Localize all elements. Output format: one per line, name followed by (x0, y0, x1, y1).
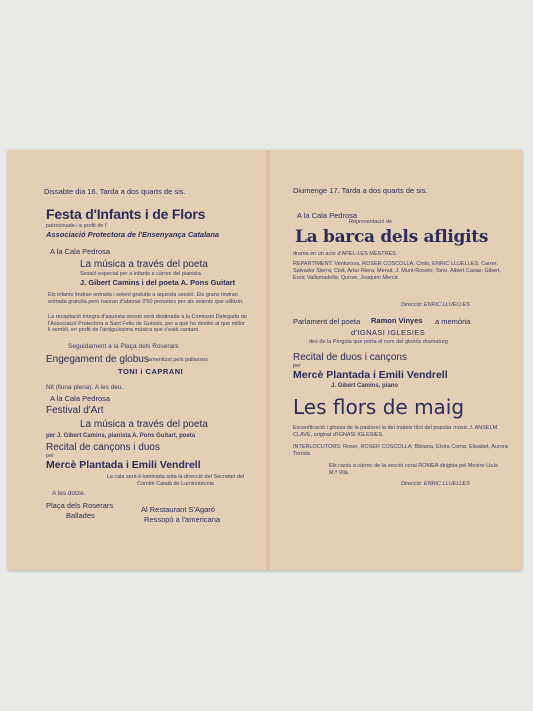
barca-title: La barca dels afligits (295, 227, 489, 247)
recaptacio-note: La recaptació íntegra d'aquesta sessió serà destinada a la Comissió Delegada de l'Associació Protectora a Sant Feliu de Guíxols, per a què ho destini al que millor li sembli, en profit de l'antiguíssima música que s'està cantant. (48, 314, 247, 333)
cants-note: Els cants a càrrec de la secció coral ROMEA dirigida pel Mestre Lluís M.ª Vilà. (329, 463, 498, 476)
globus-title: Engegament de globus (46, 354, 149, 365)
direccio-2: Direcció: ENRIC LLUELLES (401, 481, 470, 487)
illumination-note: La cala serà il·luminada sota la direcció del Secretari del Comitè Català de Luminotècnia (106, 474, 245, 487)
right-per-text: per (293, 363, 301, 369)
drama-line: drama en un acte d'APEL·LES MESTRES. (293, 251, 398, 257)
seguidament-text: Seguidament a la Plaça dels Roserars (68, 343, 179, 350)
free-entry-note: Els infants tindran entrada i seient gratuïts a aquesta sessió. Els grans tindran entrada gratuïta però hauran d'abonar 0'50 pessetes per als seients que utilitzin. (48, 292, 244, 305)
repartiment: REPARTIMENT: Venturosa, ROSER COSCOLLA; Cinto, ENRIC LLUELLES; Carrer, Salvador Sierra; Cisit, Artur Riera; Menut, J. Munt-Roselo; Tono, Albert Casas; Gibert, Enric Vallsmadella; Quirze, Joaquim Mercè. (293, 261, 502, 281)
right-venue: A la Cala Pedrosa (297, 211, 358, 220)
ressopo: Ressopó a l'americana (144, 515, 221, 524)
globus-subtitle: amenitzat pels pallassos (148, 357, 208, 363)
ramon-vinyes: Ramon Vinyes (371, 316, 423, 325)
gibert-line: J. Gibert Camins i del poeta A. Pons Guitart (80, 278, 236, 287)
festa-title: Festa d'Infants i de Flors (46, 206, 206, 222)
toni-caprani: TONI i CAPRANI (118, 367, 184, 376)
nit-text: Nit (lluna plena). A les deu. (46, 384, 124, 391)
representacio-text: Representació de (349, 219, 393, 225)
musica-title-2: La música a través del poeta (80, 419, 208, 430)
right-plantada-vendrell: Mercè Plantada i Emili Vendrell (293, 369, 448, 381)
session-note: Sessió especial per a infants a càrrec del pianista (80, 271, 201, 277)
right-page (271, 150, 522, 570)
ballades: Ballades (66, 511, 95, 520)
patronage-text: patrocinada i a profit de l' (46, 223, 108, 229)
dotze-text: A les dotze. (52, 490, 86, 497)
left-page (8, 150, 265, 570)
association-name: Associació Protectora de l'Ensenyança Catalana (46, 230, 220, 239)
musica-title: La música a través del poeta (80, 259, 208, 270)
program-sheet (8, 150, 522, 570)
memoria-text: a memòria (435, 317, 471, 326)
per-text: per (46, 453, 54, 459)
performers-line: per J. Gibert Camins, pianista A. Pons Guitart, poeta (46, 433, 196, 439)
escenificacio-note: Escenificació i glossa de la pastorel·la del mateix títol del popular músic J. ANSELM CLAVÉ, original d'IGNASI IGLESIES. (293, 425, 498, 438)
flors-title: Les flors de maig (293, 395, 465, 419)
ignasi-iglesies: d'IGNASI IGLESIES (351, 328, 426, 337)
recital-title: Recital de cançons i duos (46, 442, 160, 453)
placa-roserars: Plaça dels Roserars (46, 501, 114, 510)
plantada-vendrell: Mercè Plantada i Emili Vendrell (46, 459, 201, 471)
venue-1: A la Cala Pedrosa (50, 247, 111, 256)
restaurant-sagaro: Al Restaurant S'Agaró (141, 505, 215, 514)
right-recital-title: Recital de duos i cançons (293, 352, 407, 363)
left-date-line: Dissabte dia 16. Tarda a dos quarts de sis. (44, 187, 186, 196)
direccio-1: Direcció: ENRIC LLUELLES (401, 302, 470, 308)
right-date-line: Diumenge 17. Tarda a dos quarts de sis. (293, 186, 428, 195)
pergola-note: des de la Pèrgola que porta el nom del gloriós dramaturg (309, 339, 448, 345)
interlocutors: INTERLOCUTORS: Roser, ROSER COSCOLLA; Bibiana, Elvira Coma; Elisabet, Aurora Torrida. (293, 444, 508, 457)
festival-title: Festival d'Art (46, 405, 104, 416)
gibert-piano: J. Gibert Camins, piano (331, 383, 399, 389)
venue-2: A la Cala Pedrosa (50, 394, 111, 403)
parlament-pre: Parlament del poeta (293, 317, 361, 326)
